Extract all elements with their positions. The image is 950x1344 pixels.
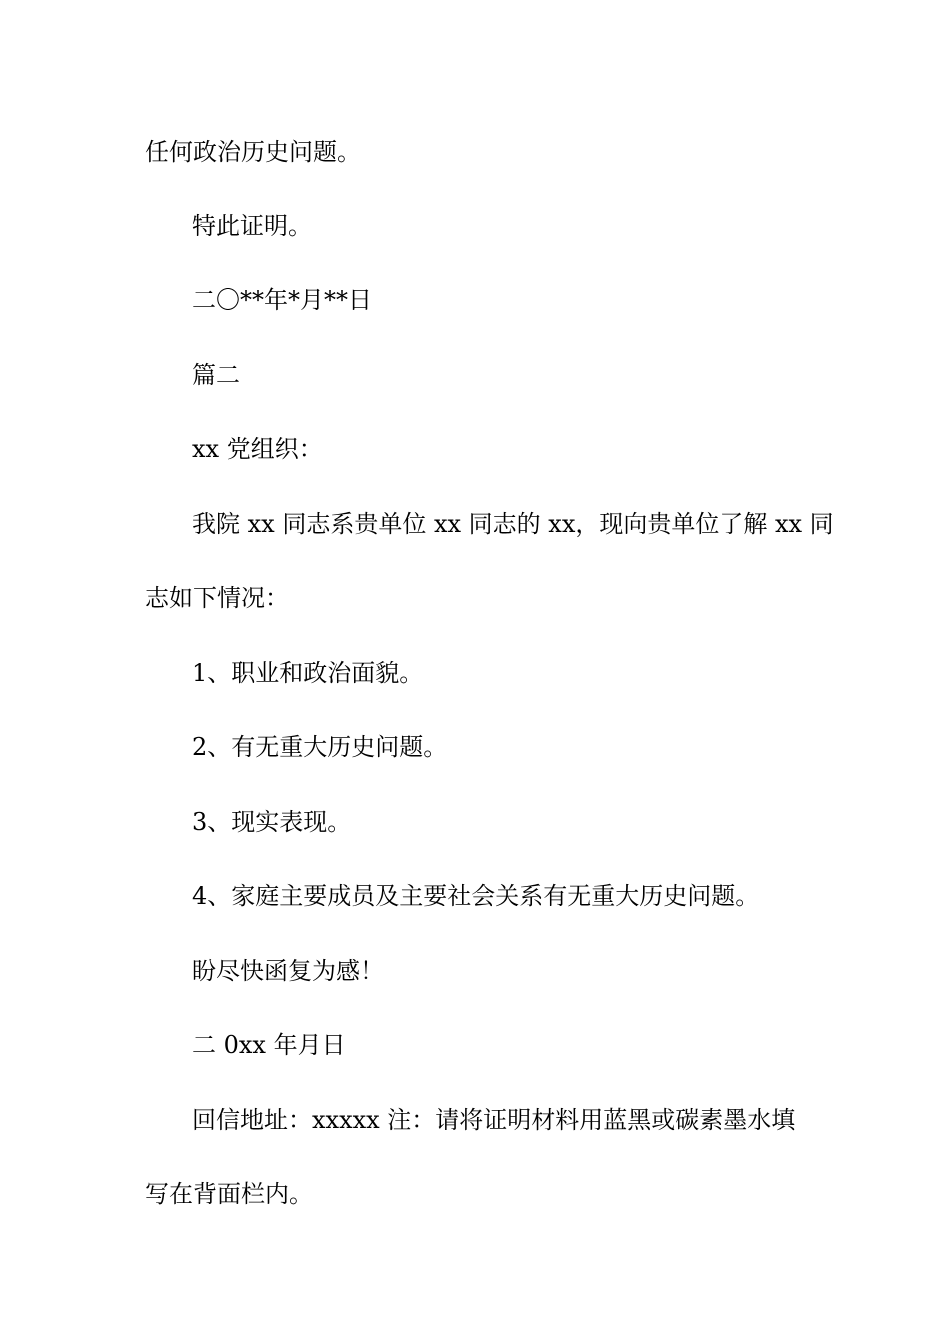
list-item: 2、有无重大历史问题。 [192, 733, 448, 761]
text-line: 特此证明。 [192, 212, 312, 240]
list-item: 4、家庭主要成员及主要社会关系有无重大历史问题。 [192, 882, 760, 910]
closing-line: 盼尽快函复为感！ [192, 957, 384, 985]
salutation: xx 党组织： [192, 435, 323, 463]
date-line: 二 0xx 年月日 [192, 1031, 346, 1059]
text-line: 我院 xx 同志系贵单位 xx 同志的 xx，现向贵单位了解 xx 同 [192, 510, 834, 538]
text-line: 任何政治历史问题。 [145, 138, 361, 166]
text-line: 志如下情况： [145, 584, 289, 612]
text-line: 写在背面栏内。 [145, 1180, 313, 1208]
date-line: 二〇**年*月**日 [192, 286, 372, 314]
section-heading: 篇二 [192, 361, 240, 389]
list-item: 1、职业和政治面貌。 [192, 659, 424, 687]
text-line: 回信地址：xxxxx 注：请将证明材料用蓝黑或碳素墨水填 [192, 1106, 796, 1134]
list-item: 3、现实表现。 [192, 808, 352, 836]
